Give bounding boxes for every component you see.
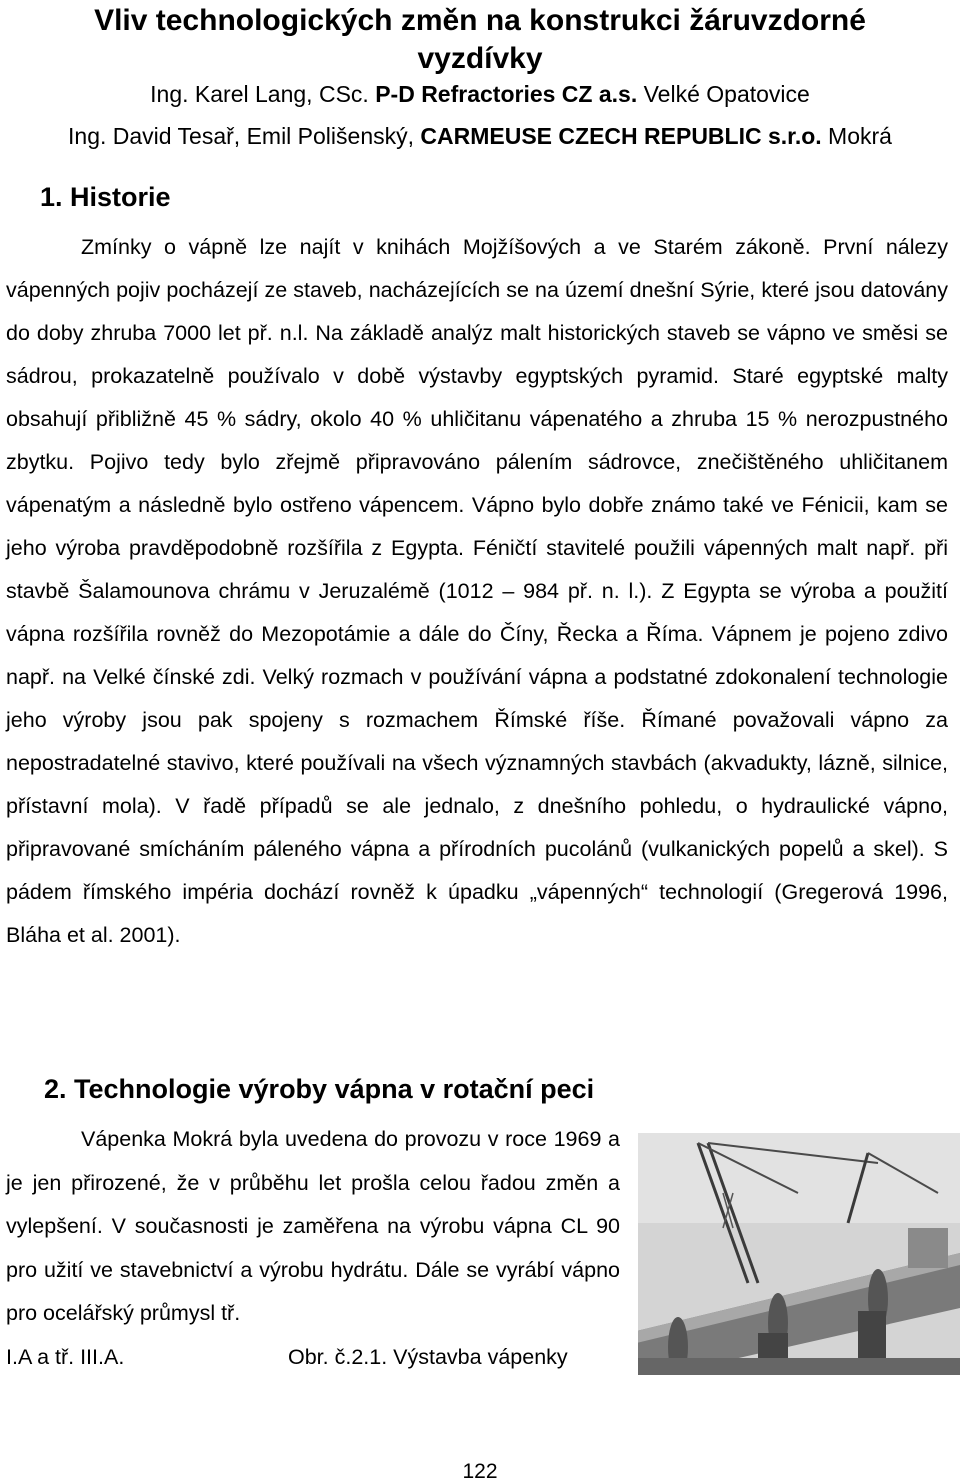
section2-last-line: I.A a tř. III.A. [6,1345,125,1369]
figure-caption-line [6,1341,620,1373]
page-number: 122 [462,1460,498,1483]
title-line-1: Vliv technologických změn na konstrukci žáruvzdorné [94,4,866,37]
author-line-1 [0,80,960,108]
document-title [0,2,960,78]
figure-caption: Obr. č.2.1. Výstavba vápenky [288,1345,568,1369]
author1-company: P-D Refractories CZ a.s. [375,81,638,107]
kiln-construction-photo [638,1133,960,1375]
author2-company: CARMEUSE CZECH REPUBLIC s.r.o. [420,123,822,149]
section1-heading: 1. Historie [40,182,171,212]
author-line-2 [0,122,960,150]
author1-place: Velké Opatovice [637,81,810,107]
author1-name: Ing. Karel Lang, CSc. [150,81,376,107]
author2-place: Mokrá [821,123,892,149]
section2-paragraph: Vápenka Mokrá byla uvedena do provozu v roce 1969 a je jen přirozené, že v průběhu let prošla celou řadou změn a vylepšení. V současnosti je zaměřena na výrobu vápna CL 90 pro užití ve stavebnictví a výrobu hydrátu. Dále se vyrábí vápno pro ocelářský průmysl tř. [6,1127,620,1325]
section2-heading: 2. Technologie výroby vápna v rotační peci [44,1074,595,1104]
section1-paragraph: Zmínky o vápně lze najít v knihách Mojžíšových a ve Starém zákoně. První nálezy vápenných pojiv pocházejí ze staveb, nacházejících se na území dnešní Sýrie, které jsou datovány do doby zhruba 7000 let př. n.l. Na základě analýz malt historických staveb se vápno ve směsi se sádrou, prokazatelně používalo v době výstavby egyptských pyramid. Staré egyptské malty obsahují přibližně 45 % sádry, okolo 40 % uhličitanu vápenatého a zhruba 15 % nerozpustného zbytku. Pojivo tedy bylo zřejmě připravováno pálením sádrovce, znečištěného uhličitanem vápenatým a následně bylo ostřeno vápencem. Vápno bylo dobře známo také ve Fénicii, kam se jeho výroba pravděpodobně rozšířila z Egypta. Féničtí stavitelé použili vápenných malt např. při stavbě Šalamounova chrámu v Jeruzalémě (1012 – 984 př. n. l.). Z Egypta se výroba a použití vápna rozšířila rovněž do Mezopotámie a dále do Číny, Řecka a Říma. Vápnem je pojeno zdivo např. na Velké čínské zdi. Velký rozmach v používání vápna a podstatné zdokonalení technologie jeho výroby jsou pak spojeny s rozmachem Římské říše. Římané považovali vápno za nepostradatelné stavivo, které používali na všech významných stavbách (akvadukty, lázně, silnice, přístavní mola). V řadě případů se ale jednalo, z dnešního pohledu, o hydraulické vápno, připravované smícháním páleného vápna a přírodních pucolánů (vulkanických popelů a skel). S pádem římského impéria dochází rovněž k úpadku „vápenných“ technologií (Gregerová 1996, Bláha et al. 2001). [6,235,948,947]
author2-name: Ing. David Tesař, Emil Polišenský, [68,123,421,149]
title-line-2: vyzdívky [417,42,543,75]
kiln-construction-image [638,1133,960,1375]
